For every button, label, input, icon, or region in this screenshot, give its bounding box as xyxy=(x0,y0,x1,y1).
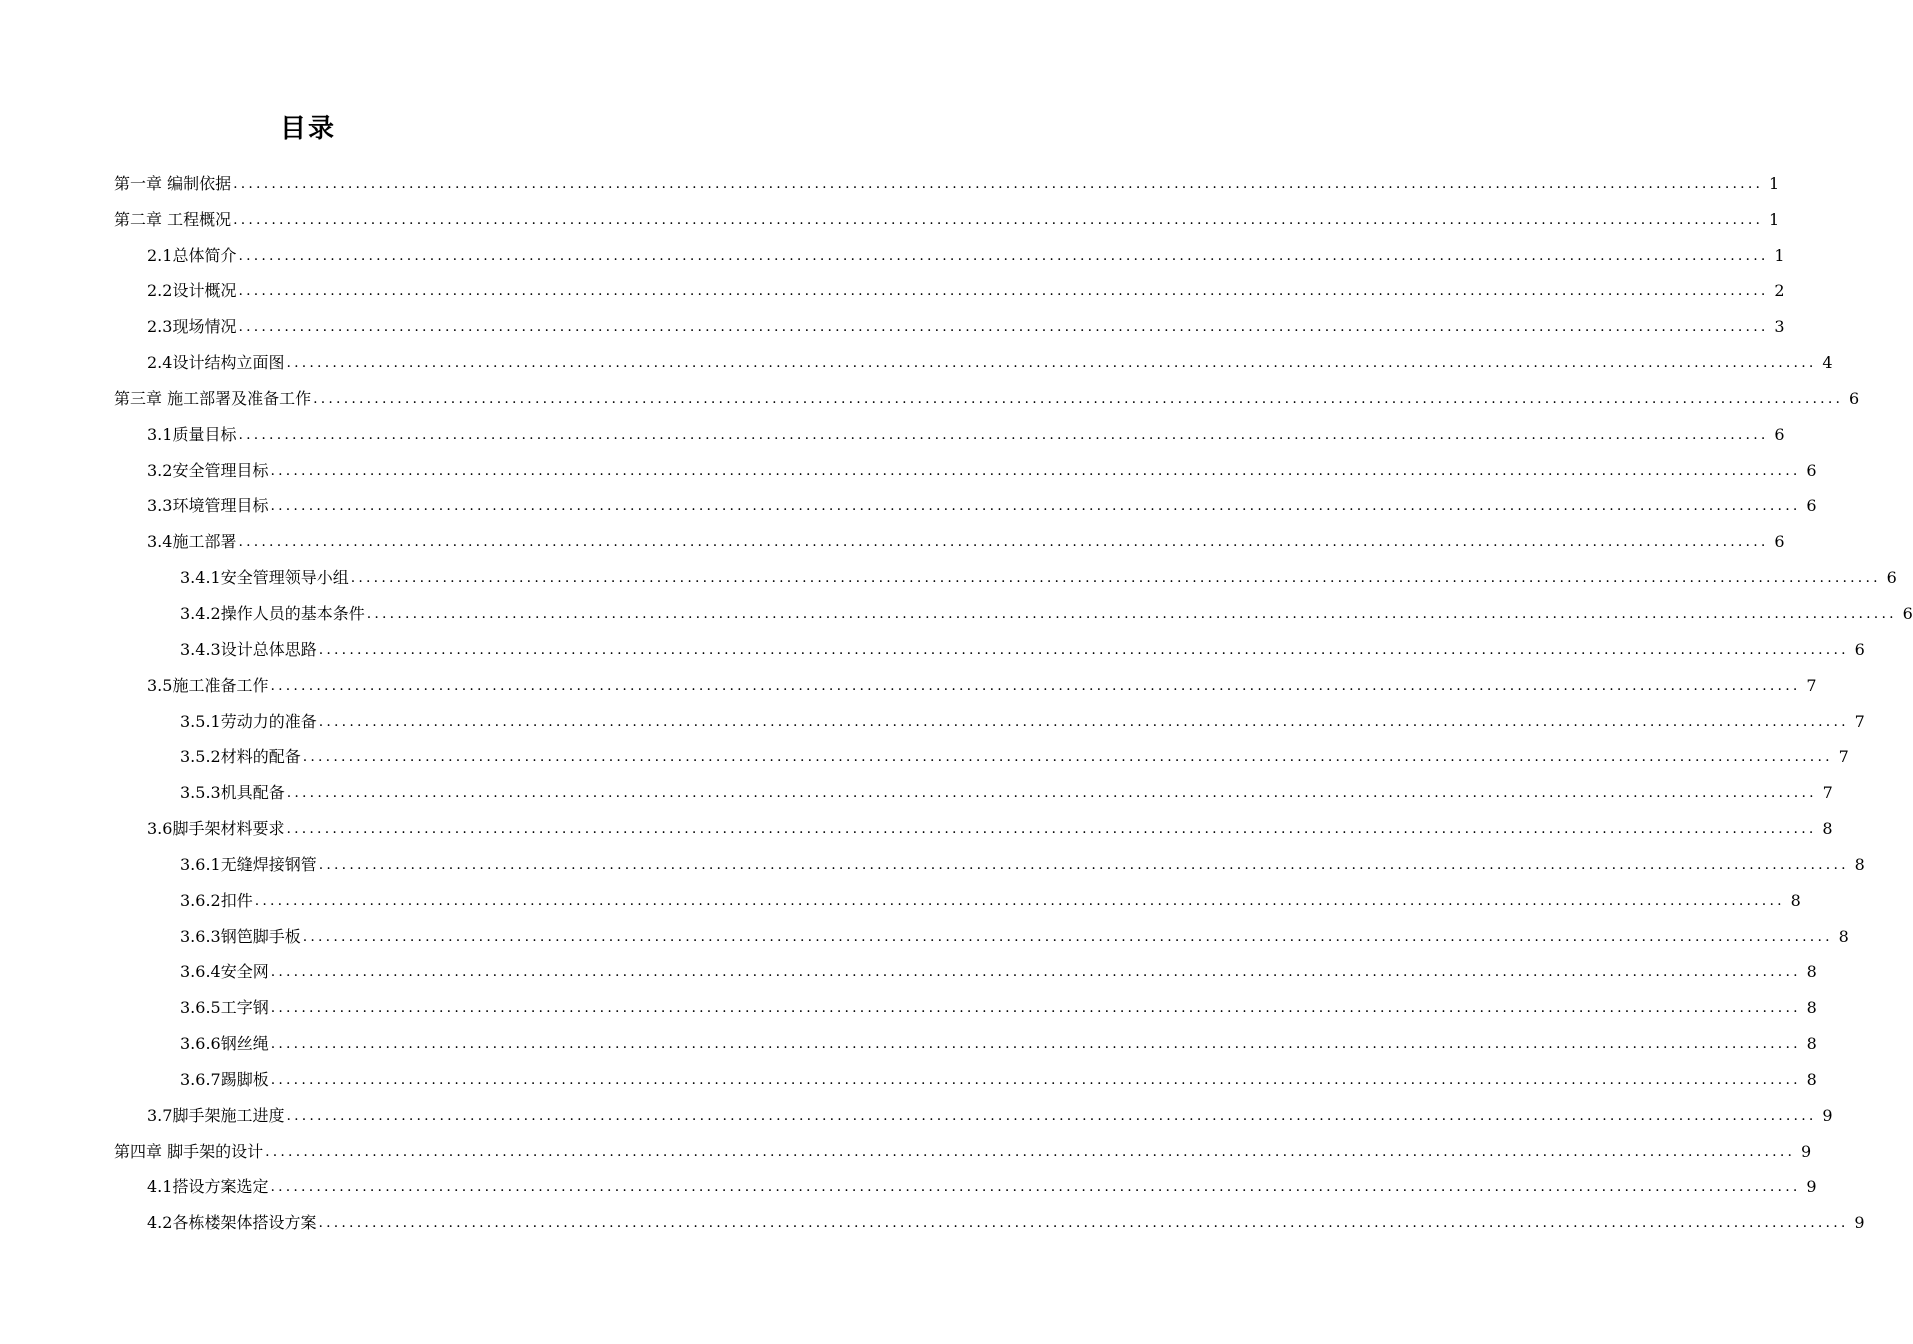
toc-entry-label: 3.6.5工字钢 xyxy=(180,998,269,1018)
dot-leader: ........................................................................................................................................................................................................ xyxy=(302,928,1833,945)
toc-entry-page-number: 8 xyxy=(1806,962,1817,982)
toc-entry-label: 2.1总体简介 xyxy=(147,245,237,265)
toc-entry[interactable] xyxy=(0,594,1913,630)
toc-entry-page-number: 8 xyxy=(1854,854,1865,874)
toc-entry-page-number: 6 xyxy=(1854,639,1865,659)
toc-entry-label: 3.5施工准备工作 xyxy=(147,675,269,695)
toc-entry-page-number: 1 xyxy=(1768,209,1780,229)
dot-leader: ........................................................................................................................................................................................................ xyxy=(270,1071,1801,1088)
toc-entry-page-number: 8 xyxy=(1838,926,1849,946)
dot-leader: ........................................................................................................................................................................................................ xyxy=(238,247,1769,264)
dot-leader: ........................................................................................................................................................................................................ xyxy=(350,570,1881,587)
dot-leader: ........................................................................................................................................................................................................ xyxy=(270,964,1801,981)
dot-leader: ........................................................................................................................................................................................................ xyxy=(313,390,1844,407)
dot-leader: ........................................................................................................................................................................................................ xyxy=(238,319,1769,336)
dot-leader: ........................................................................................................................................................................................................ xyxy=(286,355,1817,372)
toc-entry-label: 3.6.7踢脚板 xyxy=(180,1069,269,1089)
toc-entry[interactable] xyxy=(0,881,1801,917)
dot-leader: ........................................................................................................................................................................................................ xyxy=(286,785,1817,802)
toc-entry-page-number: 9 xyxy=(1822,1105,1833,1125)
toc-entry-label: 3.5.3机具配备 xyxy=(180,783,285,803)
toc-entry-label: 3.1质量目标 xyxy=(147,424,237,444)
toc-entry-page-number: 9 xyxy=(1806,1177,1817,1197)
toc-entry-page-number: 7 xyxy=(1822,783,1833,803)
toc-entry[interactable] xyxy=(0,1168,1817,1204)
dot-leader: ........................................................................................................................................................................................................ xyxy=(265,1143,1796,1160)
dot-leader: ........................................................................................................................................................................................................ xyxy=(233,175,1764,192)
dot-leader: ........................................................................................................................................................................................................ xyxy=(286,1107,1817,1124)
dot-leader: ........................................................................................................................................................................................................ xyxy=(238,426,1769,443)
dot-leader: ........................................................................................................................................................................................................ xyxy=(366,605,1897,622)
toc-entry[interactable] xyxy=(0,1132,1812,1168)
toc-entry-page-number: 1 xyxy=(1768,173,1780,193)
toc-entry-page-number: 4 xyxy=(1822,353,1833,373)
toc-entry-label: 第一章 编制依据 xyxy=(114,173,232,193)
toc-entry[interactable] xyxy=(0,272,1785,308)
toc-entry[interactable] xyxy=(0,630,1865,666)
dot-leader: ........................................................................................................................................................................................................ xyxy=(318,1215,1849,1232)
toc-entry-label: 4.1搭设方案选定 xyxy=(147,1177,269,1197)
toc-entry-page-number: 6 xyxy=(1806,460,1817,480)
toc-entry[interactable] xyxy=(0,307,1785,343)
toc-entry[interactable] xyxy=(0,200,1780,236)
dot-leader: ........................................................................................................................................................................................................ xyxy=(270,1036,1801,1053)
toc-list xyxy=(0,164,1913,1239)
toc-entry-page-number: 7 xyxy=(1838,747,1849,767)
dot-leader: ........................................................................................................................................................................................................ xyxy=(302,749,1833,766)
toc-entry[interactable] xyxy=(0,809,1833,845)
toc-entry-page-number: 8 xyxy=(1806,1034,1817,1054)
dot-leader: ........................................................................................................................................................................................................ xyxy=(270,462,1801,479)
toc-entry-page-number: 7 xyxy=(1806,675,1817,695)
toc-entry[interactable] xyxy=(0,451,1817,487)
toc-entry-page-number: 8 xyxy=(1822,819,1833,839)
toc-entry[interactable] xyxy=(0,988,1817,1024)
toc-entry-label: 第四章 脚手架的设计 xyxy=(114,1141,264,1161)
toc-entry-page-number: 8 xyxy=(1806,1069,1817,1089)
toc-title: 目录 xyxy=(279,114,336,144)
toc-entry[interactable] xyxy=(0,773,1833,809)
toc-entry[interactable] xyxy=(0,845,1865,881)
toc-entry-label: 第二章 工程概况 xyxy=(114,209,232,229)
toc-entry[interactable] xyxy=(0,666,1817,702)
toc-entry-page-number: 6 xyxy=(1902,603,1913,623)
dot-leader: ........................................................................................................................................................................................................ xyxy=(238,534,1769,551)
toc-entry[interactable] xyxy=(0,415,1785,451)
toc-entry-label: 第三章 施工部署及准备工作 xyxy=(114,388,312,408)
toc-entry-label: 3.7脚手架施工进度 xyxy=(147,1105,285,1125)
toc-entry-label: 3.4.2操作人员的基本条件 xyxy=(180,603,365,623)
toc-entry-label: 3.4.3设计总体思路 xyxy=(180,639,317,659)
toc-entry[interactable] xyxy=(0,522,1785,558)
dot-leader: ........................................................................................................................................................................................................ xyxy=(318,713,1849,730)
toc-entry-page-number: 7 xyxy=(1854,711,1865,731)
toc-entry-label: 3.6.1无缝焊接钢管 xyxy=(180,854,317,874)
toc-entry-page-number: 9 xyxy=(1800,1141,1812,1161)
toc-entry[interactable] xyxy=(0,558,1897,594)
toc-entry-page-number: 6 xyxy=(1886,568,1897,588)
dot-leader: ........................................................................................................................................................................................................ xyxy=(270,1179,1801,1196)
toc-entry-label: 3.2安全管理目标 xyxy=(147,460,269,480)
dot-leader: ........................................................................................................................................................................................................ xyxy=(233,211,1764,228)
toc-entry[interactable] xyxy=(0,953,1817,989)
toc-entry-page-number: 8 xyxy=(1790,890,1801,910)
toc-entry-page-number: 1 xyxy=(1774,245,1785,265)
toc-entry-page-number: 6 xyxy=(1806,496,1817,516)
dot-leader: ........................................................................................................................................................................................................ xyxy=(270,1000,1801,1017)
dot-leader: ........................................................................................................................................................................................................ xyxy=(238,283,1769,300)
toc-entry[interactable] xyxy=(0,164,1780,200)
dot-leader: ........................................................................................................................................................................................................ xyxy=(318,856,1849,873)
toc-entry[interactable] xyxy=(0,1096,1833,1132)
toc-entry-page-number: 3 xyxy=(1774,317,1785,337)
toc-entry[interactable] xyxy=(0,738,1849,774)
toc-entry-label: 3.6.2扣件 xyxy=(180,890,253,910)
toc-entry-label: 3.5.2材料的配备 xyxy=(180,747,301,767)
toc-entry-label: 3.4.1安全管理领导小组 xyxy=(180,568,349,588)
toc-entry-page-number: 6 xyxy=(1774,424,1785,444)
toc-entry-page-number: 2 xyxy=(1774,281,1785,301)
dot-leader: ........................................................................................................................................................................................................ xyxy=(270,677,1801,694)
toc-entry[interactable] xyxy=(0,1203,1865,1239)
toc-entry[interactable] xyxy=(0,379,1860,415)
dot-leader: ........................................................................................................................................................................................................ xyxy=(286,821,1817,838)
toc-entry-label: 2.4设计结构立面图 xyxy=(147,353,285,373)
toc-entry-page-number: 6 xyxy=(1774,532,1785,552)
toc-entry[interactable] xyxy=(0,1024,1817,1060)
toc-entry[interactable] xyxy=(0,1060,1817,1096)
dot-leader: ........................................................................................................................................................................................................ xyxy=(270,498,1801,515)
toc-entry[interactable] xyxy=(0,343,1833,379)
toc-entry[interactable] xyxy=(0,917,1849,953)
toc-entry-label: 3.6.6钢丝绳 xyxy=(180,1034,269,1054)
dot-leader: ........................................................................................................................................................................................................ xyxy=(318,641,1849,658)
toc-entry-label: 3.5.1劳动力的准备 xyxy=(180,711,317,731)
toc-entry-page-number: 8 xyxy=(1806,998,1817,1018)
toc-entry[interactable] xyxy=(0,236,1785,272)
dot-leader: ........................................................................................................................................................................................................ xyxy=(254,892,1785,909)
toc-entry-label: 3.6脚手架材料要求 xyxy=(147,819,285,839)
toc-entry-label: 3.3环境管理目标 xyxy=(147,496,269,516)
toc-entry[interactable] xyxy=(0,702,1865,738)
toc-entry-label: 2.2设计概况 xyxy=(147,281,237,301)
toc-entry-page-number: 6 xyxy=(1848,388,1860,408)
toc-entry-label: 3.6.4安全网 xyxy=(180,962,269,982)
toc-entry-page-number: 9 xyxy=(1854,1213,1865,1233)
toc-entry-label: 2.3现场情况 xyxy=(147,317,237,337)
toc-entry-label: 3.4施工部署 xyxy=(147,532,237,552)
toc-entry-label: 4.2各栋楼架体搭设方案 xyxy=(147,1213,317,1233)
toc-entry-label: 3.6.3钢笆脚手板 xyxy=(180,926,301,946)
toc-entry[interactable] xyxy=(0,487,1817,523)
